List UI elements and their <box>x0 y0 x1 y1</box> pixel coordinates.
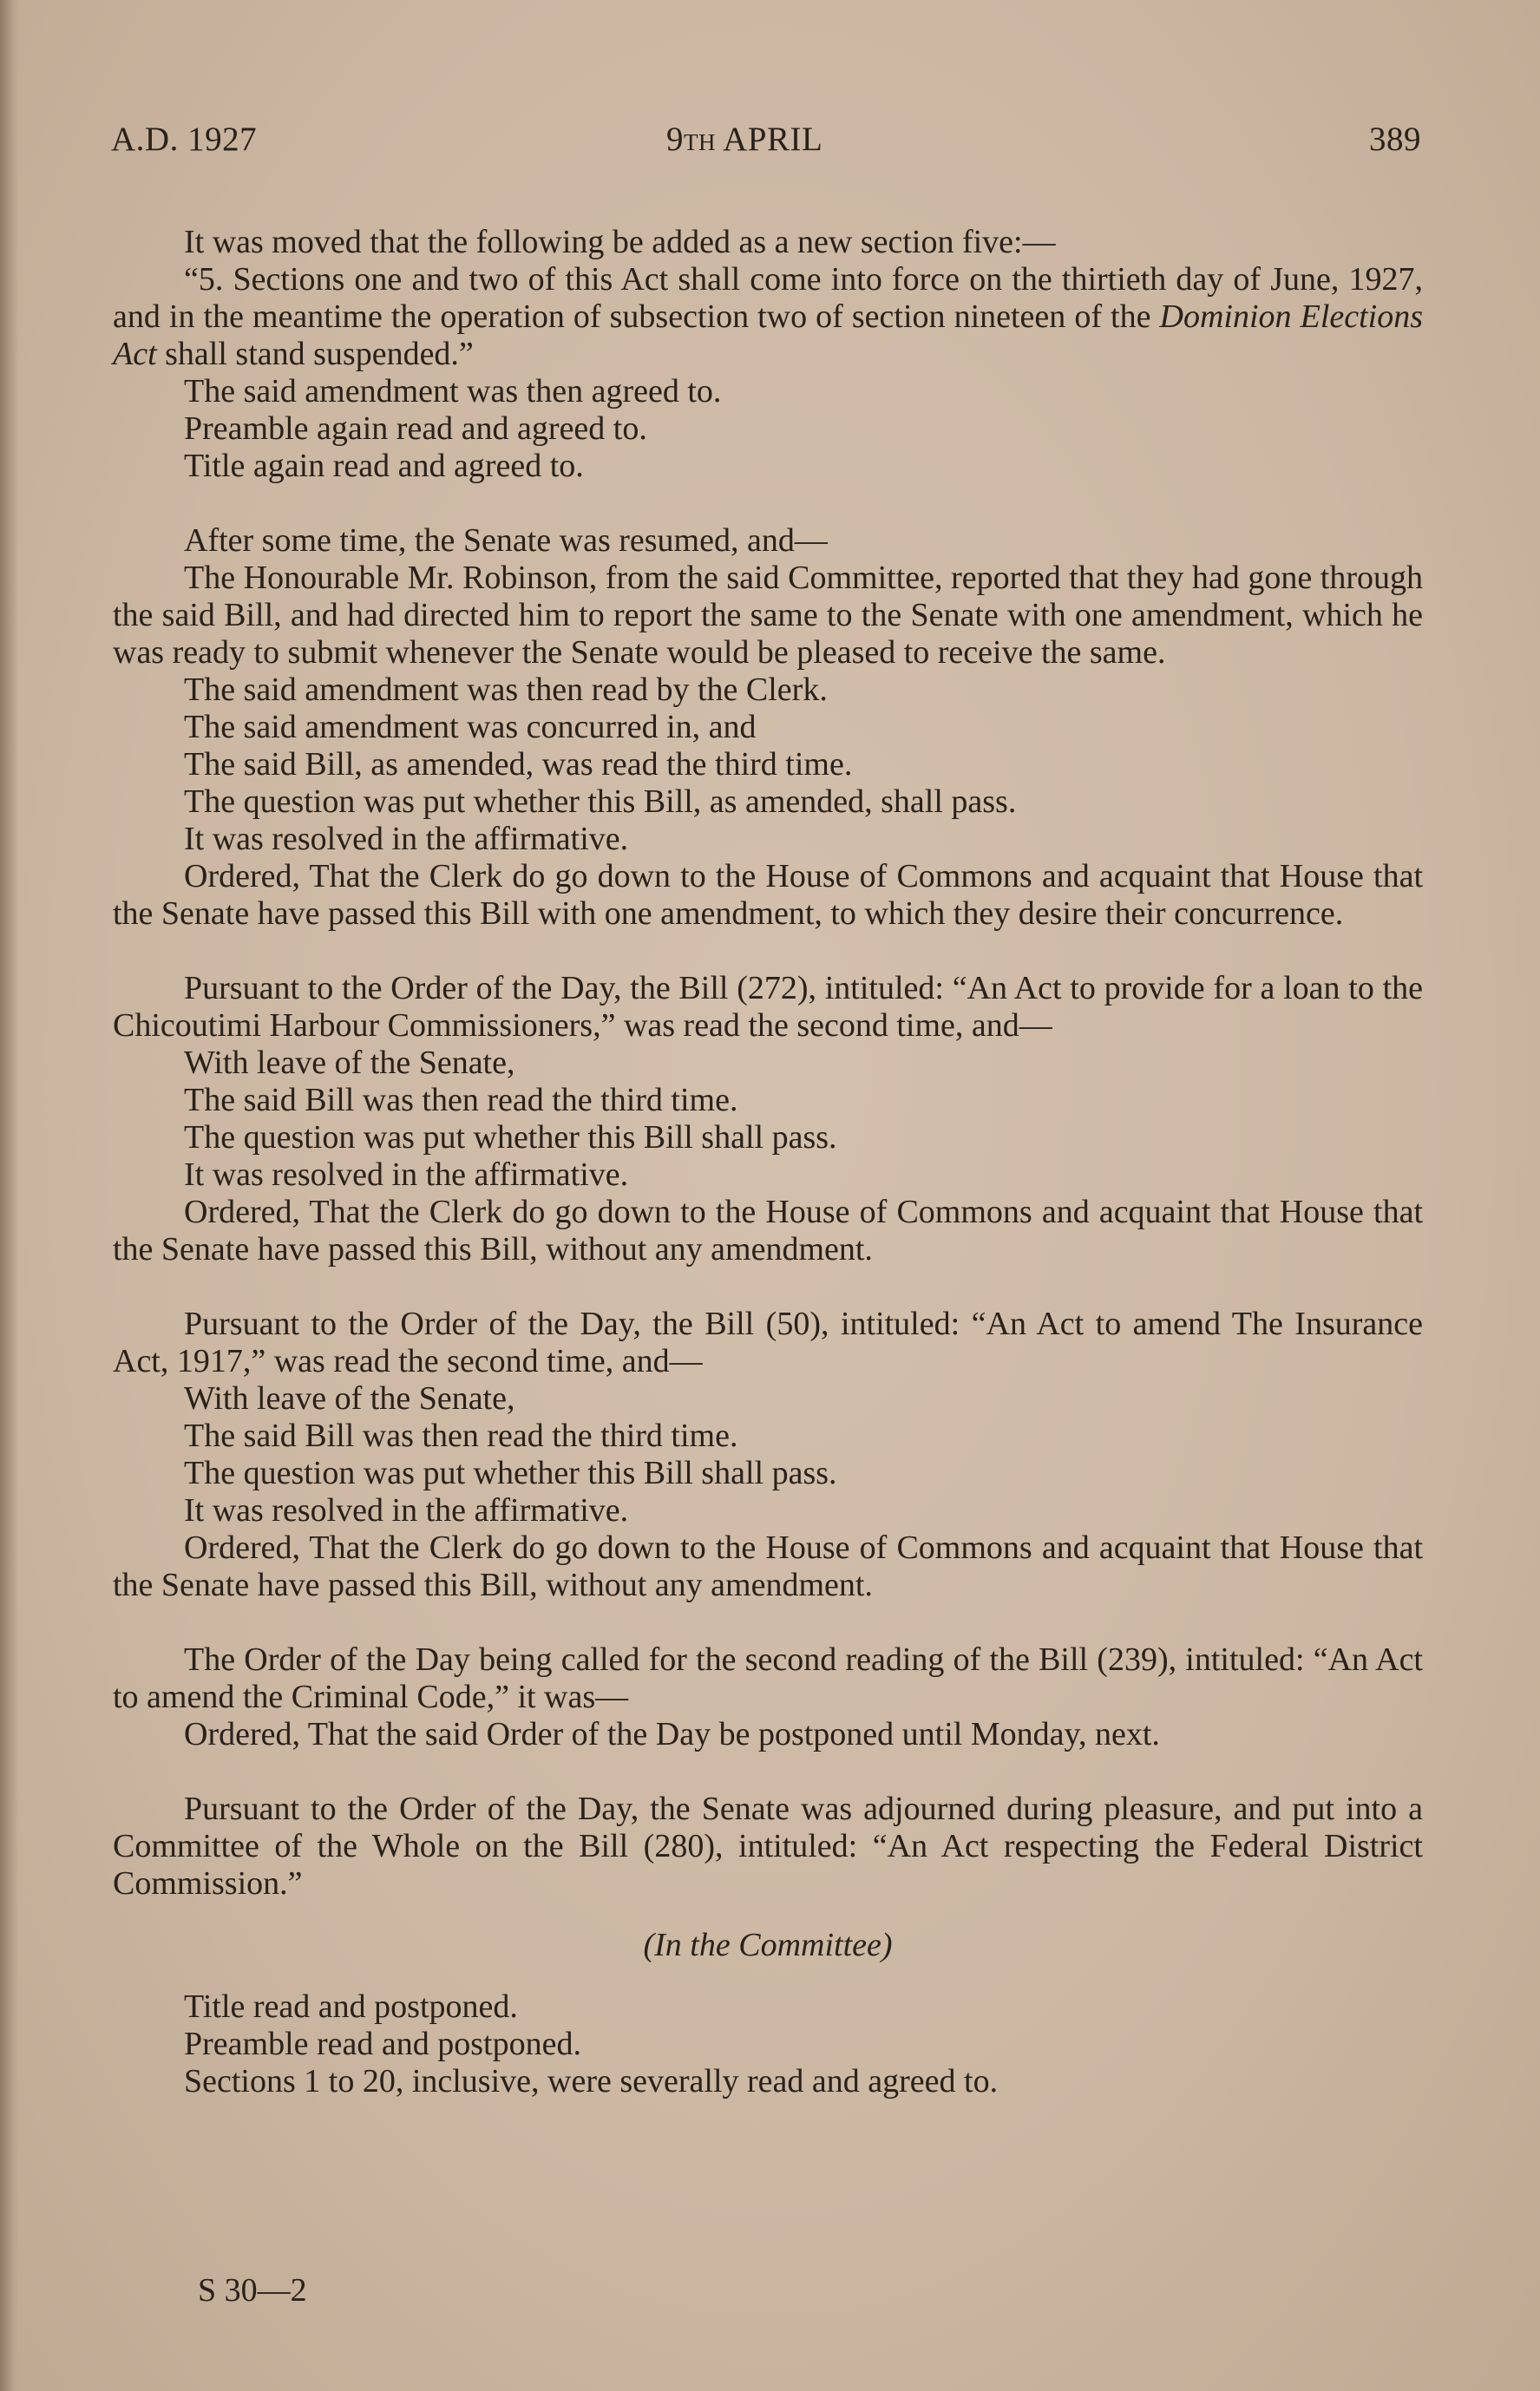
committee-heading: (In the Committee) <box>643 1927 893 1963</box>
header-year: A.D. 1927 <box>111 121 258 158</box>
paragraph: The Honourable Mr. Robinson, from the said Committee, reported that they had gone through the said Bill, and had directed him to report the same to the Senate with one amendment, which he was ready to submit whenever the Senate would be pleased to receive the same. <box>113 560 1423 671</box>
paragraph: The said Bill was then read the third time. <box>184 1418 738 1454</box>
paragraph: The said amendment was concurred in, and <box>184 709 757 745</box>
paragraph: The question was put whether this Bill shall pass. <box>184 1119 837 1156</box>
paragraph: Ordered, That the Clerk do go down to the House of Commons and acquaint that House that the Senate have passed this Bill, without any amendment. <box>113 1530 1423 1603</box>
paragraph: It was resolved in the affirmative. <box>184 1492 629 1529</box>
paragraph: Title again read and agreed to. <box>184 448 584 484</box>
paragraph: The question was put whether this Bill, as amended, shall pass. <box>184 783 1017 820</box>
header-date: 9th APRIL <box>666 121 823 158</box>
printer-signature-mark: S 30—2 <box>198 2272 307 2309</box>
page-binding-edge <box>0 0 19 2391</box>
paragraph: The said Bill, as amended, was read the third time. <box>184 746 853 783</box>
paragraph: With leave of the Senate, <box>184 1045 515 1081</box>
running-header <box>111 120 1421 163</box>
paragraph: The said amendment was then read by the Clerk. <box>184 671 828 708</box>
paragraph: Pursuant to the Order of the Day, the Senate was adjourned during pleasure, and put into a Committee of the Whole on the Bill (280), intituled: “An Act respecting the Federal District Commission.” <box>113 1791 1423 1902</box>
paragraph: The question was put whether this Bill shall pass. <box>184 1455 837 1491</box>
page-number: 389 <box>1369 121 1421 158</box>
paragraph: Pursuant to the Order of the Day, the Bill (50), intituled: “An Act to amend The Insurance Act, 1917,” was read the second time, and— <box>113 1306 1423 1379</box>
paragraph: It was resolved in the affirmative. <box>184 1156 629 1193</box>
paragraph: Preamble again read and agreed to. <box>184 410 647 447</box>
paragraph: The said amendment was then agreed to. <box>184 373 722 409</box>
paragraph: With leave of the Senate, <box>184 1380 515 1417</box>
paragraph: Preamble read and postponed. <box>184 2026 581 2062</box>
paragraph: The said Bill was then read the third time. <box>184 1082 738 1118</box>
paragraph: Pursuant to the Order of the Day, the Bill (272), intituled: “An Act to provide for a loan to the Chicoutimi Harbour Commissioners,” was read the second time, and— <box>113 970 1423 1044</box>
paragraph-quoted-section: “5. Sections one and two of this Act shall come into force on the thirtieth day of June, 1927, and in the meantime the operation of subsection two of section nineteen of the Dominion Elections Act shall stand suspended.” <box>113 261 1424 372</box>
paragraph: Title read and postponed. <box>184 1988 518 2025</box>
paragraph: Ordered, That the Clerk do go down to the House of Commons and acquaint that House that the Senate have passed this Bill with one amendment, to which they desire their concurrence. <box>113 858 1423 932</box>
paragraph: It was resolved in the affirmative. <box>184 821 629 857</box>
paragraph: The Order of the Day being called for the second reading of the Bill (239), intituled: “An Act to amend the Criminal Code,” it was— <box>113 1641 1423 1715</box>
paragraph: After some time, the Senate was resumed, and— <box>184 522 828 559</box>
paragraph: Sections 1 to 20, inclusive, were severally read and agreed to. <box>184 2063 999 2099</box>
paragraph: Ordered, That the Clerk do go down to the House of Commons and acquaint that House that the Senate have passed this Bill, without any amendment. <box>113 1194 1423 1268</box>
paragraph: It was moved that the following be added as a new section five:— <box>184 224 1056 260</box>
paragraph: Ordered, That the said Order of the Day be postponed until Monday, next. <box>184 1716 1160 1752</box>
journal-body <box>113 224 1423 2100</box>
